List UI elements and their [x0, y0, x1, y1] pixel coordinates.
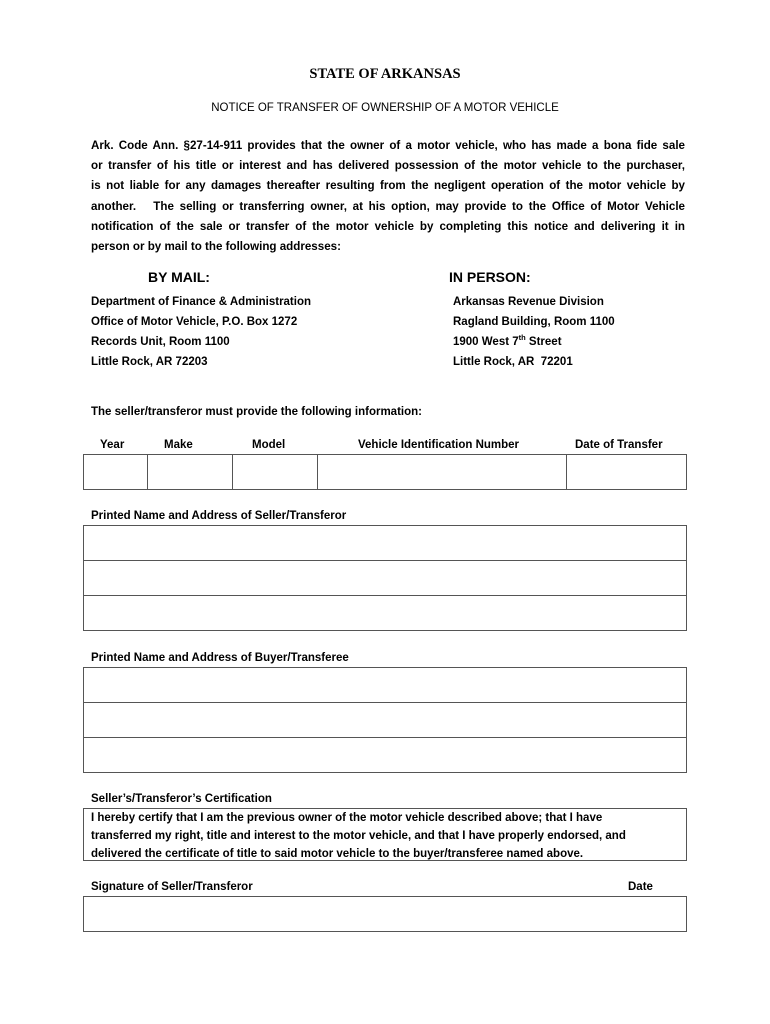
buyer-label: Printed Name and Address of Buyer/Transferee	[91, 652, 349, 664]
by-mail-heading: BY MAIL:	[148, 269, 210, 285]
mail-address	[91, 292, 311, 372]
date-label: Date	[628, 881, 653, 893]
buyer-field-line-1[interactable]	[84, 668, 686, 703]
street-number: 1900 West 7	[453, 336, 519, 348]
intro-line: Ark. Code Ann. §27-14-911 provides that the owner of a motor vehicle, who has made a bona fide sale	[91, 139, 685, 152]
vin-field[interactable]	[318, 455, 567, 489]
in-person-heading: IN PERSON:	[449, 269, 531, 285]
certification-label: Seller’s/Transferor’s Certification	[91, 793, 272, 805]
document-subtitle: NOTICE OF TRANSFER OF OWNERSHIP OF A MOTOR VEHICLE	[211, 102, 559, 114]
intro-paragraph	[91, 136, 685, 257]
mail-address-line: Records Unit, Room 1100	[91, 336, 230, 348]
certification-line: transferred my right, title and interest to the motor vehicle, and that I have properly endorsed, and	[91, 830, 626, 842]
signature-label: Signature of Seller/Transferor	[91, 881, 253, 893]
intro-line: is not liable for any damages thereafter resulting from the negligent operation of the motor vehicle by	[91, 179, 685, 193]
in-person-address-line: Arkansas Revenue Division	[453, 296, 604, 308]
seller-field-line-3[interactable]	[84, 596, 686, 631]
street-name: Street	[525, 336, 562, 348]
buyer-name-address-box	[83, 667, 687, 773]
certification-line: I hereby certify that I am the previous owner of the motor vehicle described above; that I have	[91, 812, 603, 824]
document-title: STATE OF ARKANSAS	[309, 66, 461, 82]
intro-line: person or by mail to the following addresses:	[91, 240, 341, 254]
signature-field[interactable]	[83, 896, 687, 932]
mail-address-line: Department of Finance & Administration	[91, 296, 312, 308]
seller-field-line-2[interactable]	[84, 561, 686, 596]
column-year: Year	[100, 439, 125, 451]
make-field[interactable]	[148, 455, 233, 489]
seller-label: Printed Name and Address of Seller/Transferor	[91, 510, 347, 522]
certification-box	[83, 808, 687, 861]
intro-line: or transfer of his title or interest and has delivered possession of the motor vehicle to the purchaser,	[91, 159, 685, 173]
buyer-field-line-3[interactable]	[84, 738, 686, 773]
column-model: Model	[252, 439, 286, 451]
seller-field-line-1[interactable]	[84, 526, 686, 561]
ordinal-suffix: th	[518, 333, 526, 343]
model-field[interactable]	[233, 455, 318, 489]
year-field[interactable]	[84, 455, 148, 489]
in-person-address-line: Little Rock, AR 72201	[453, 356, 573, 368]
vehicle-info-table	[83, 454, 687, 490]
column-vin: Vehicle Identification Number	[358, 439, 520, 451]
seller-name-address-box	[83, 525, 687, 631]
in-person-address	[453, 292, 615, 372]
column-make: Make	[164, 439, 193, 451]
in-person-address-line: Ragland Building, Room 1100	[453, 316, 615, 328]
certification-line: delivered the certificate of title to said motor vehicle to the buyer/transferee named above.	[91, 848, 584, 860]
mail-address-line: Little Rock, AR 72203	[91, 356, 208, 368]
column-date-of-transfer: Date of Transfer	[575, 439, 663, 451]
buyer-field-line-2[interactable]	[84, 703, 686, 738]
mail-address-line: Office of Motor Vehicle, P.O. Box 1272	[91, 316, 298, 328]
in-person-address-line	[453, 332, 615, 352]
date-of-transfer-field[interactable]	[567, 455, 686, 489]
vehicle-instruction: The seller/transferor must provide the following information:	[91, 406, 422, 418]
intro-line: another. The selling or transferring owner, at his option, may provide to the Office of Motor Vehicle	[91, 199, 685, 213]
intro-line: notification of the sale or transfer of the motor vehicle by completing this notice and delivering it in	[91, 219, 685, 233]
